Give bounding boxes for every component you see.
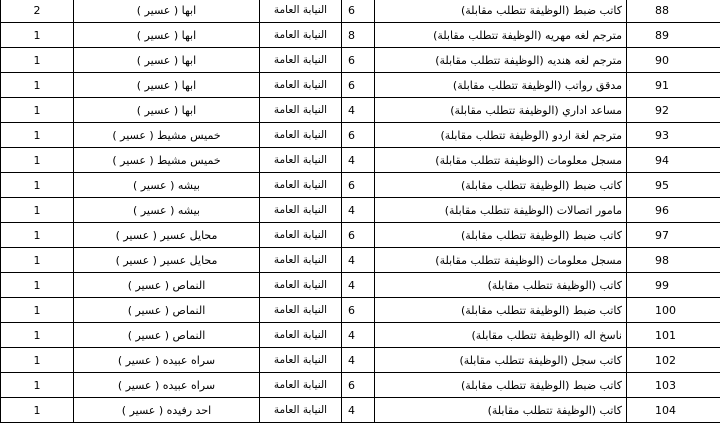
job-title-cell: مترجم لغه مهريه (الوظيفة تتطلب مقابلة) bbox=[375, 23, 627, 48]
grade-cell: 4 bbox=[342, 323, 375, 348]
row-number-cell: 94 bbox=[627, 148, 720, 173]
organization-cell: النيابة العامة bbox=[260, 48, 342, 73]
table-row bbox=[1, 48, 720, 73]
vacancy-count-cell: 1 bbox=[1, 323, 74, 348]
city-cell: محايل عسير ( عسير ) bbox=[74, 248, 260, 273]
grade-cell: 4 bbox=[342, 148, 375, 173]
vacancy-count-cell: 1 bbox=[1, 398, 74, 423]
table-row bbox=[1, 323, 720, 348]
organization-cell: النيابة العامة bbox=[260, 148, 342, 173]
table-row bbox=[1, 248, 720, 273]
table-row bbox=[1, 123, 720, 148]
city-cell: بيشه ( عسير ) bbox=[74, 173, 260, 198]
vacancy-count-cell: 1 bbox=[1, 123, 74, 148]
job-title-cell: كاتب سجل (الوظيفة تتطلب مقابلة) bbox=[375, 348, 627, 373]
vacancy-count-cell: 1 bbox=[1, 48, 74, 73]
city-cell: خميس مشيط ( عسير ) bbox=[74, 148, 260, 173]
job-title-cell: كاتب ضبط (الوظيفة تتطلب مقابلة) bbox=[375, 298, 627, 323]
job-title-cell: مدقق رواتب (الوظيفة تتطلب مقابلة) bbox=[375, 73, 627, 98]
row-number-cell: 98 bbox=[627, 248, 720, 273]
organization-cell: النيابة العامة bbox=[260, 373, 342, 398]
table-row bbox=[1, 223, 720, 248]
job-title-cell: كاتب (الوظيفة تتطلب مقابلة) bbox=[375, 273, 627, 298]
row-number-cell: 93 bbox=[627, 123, 720, 148]
organization-cell: النيابة العامة bbox=[260, 123, 342, 148]
city-cell: النماص ( عسير ) bbox=[74, 323, 260, 348]
grade-cell: 6 bbox=[342, 123, 375, 148]
row-number-cell: 103 bbox=[627, 373, 720, 398]
row-number-cell: 104 bbox=[627, 398, 720, 423]
vacancy-count-cell: 1 bbox=[1, 98, 74, 123]
job-title-cell: كاتب (الوظيفة تتطلب مقابلة) bbox=[375, 398, 627, 423]
row-number-cell: 96 bbox=[627, 198, 720, 223]
city-cell: سراه عبيده ( عسير ) bbox=[74, 348, 260, 373]
vacancy-count-cell: 1 bbox=[1, 148, 74, 173]
vacancy-count-cell: 1 bbox=[1, 373, 74, 398]
grade-cell: 6 bbox=[342, 298, 375, 323]
row-number-cell: 88 bbox=[627, 0, 720, 23]
vacancy-count-cell: 1 bbox=[1, 198, 74, 223]
table-row bbox=[1, 298, 720, 323]
job-title-cell: مسجل معلومات (الوظيفة تتطلب مقابلة) bbox=[375, 248, 627, 273]
city-cell: ابها ( عسير ) bbox=[74, 23, 260, 48]
vacancy-count-cell: 1 bbox=[1, 23, 74, 48]
vacancy-count-cell: 1 bbox=[1, 223, 74, 248]
grade-cell: 6 bbox=[342, 0, 375, 23]
row-number-cell: 100 bbox=[627, 298, 720, 323]
job-title-cell: مترجم لغة اردو (الوظيفة تتطلب مقابلة) bbox=[375, 123, 627, 148]
job-title-cell: كاتب ضبط (الوظيفة تتطلب مقابلة) bbox=[375, 0, 627, 23]
row-number-cell: 97 bbox=[627, 223, 720, 248]
grade-cell: 4 bbox=[342, 198, 375, 223]
city-cell: سراه عبيده ( عسير ) bbox=[74, 373, 260, 398]
grade-cell: 6 bbox=[342, 48, 375, 73]
grade-cell: 4 bbox=[342, 248, 375, 273]
city-cell: النماص ( عسير ) bbox=[74, 298, 260, 323]
row-number-cell: 92 bbox=[627, 98, 720, 123]
city-cell: بيشه ( عسير ) bbox=[74, 198, 260, 223]
table-row bbox=[1, 148, 720, 173]
job-title-cell: ناسخ اله (الوظيفة تتطلب مقابلة) bbox=[375, 323, 627, 348]
organization-cell: النيابة العامة bbox=[260, 0, 342, 23]
vacancy-count-cell: 2 bbox=[1, 0, 74, 23]
grade-cell: 4 bbox=[342, 98, 375, 123]
job-title-cell: كاتب ضبط (الوظيفة تتطلب مقابلة) bbox=[375, 373, 627, 398]
organization-cell: النيابة العامة bbox=[260, 73, 342, 98]
organization-cell: النيابة العامة bbox=[260, 248, 342, 273]
organization-cell: النيابة العامة bbox=[260, 198, 342, 223]
table-row bbox=[1, 73, 720, 98]
city-cell: احد رفيده ( عسير ) bbox=[74, 398, 260, 423]
table-row bbox=[1, 373, 720, 398]
organization-cell: النيابة العامة bbox=[260, 398, 342, 423]
row-number-cell: 102 bbox=[627, 348, 720, 373]
table-row bbox=[1, 23, 720, 48]
row-number-cell: 101 bbox=[627, 323, 720, 348]
vacancy-count-cell: 1 bbox=[1, 73, 74, 98]
row-number-cell: 99 bbox=[627, 273, 720, 298]
table-row bbox=[1, 173, 720, 198]
row-number-cell: 91 bbox=[627, 73, 720, 98]
vacancy-count-cell: 1 bbox=[1, 273, 74, 298]
grade-cell: 8 bbox=[342, 23, 375, 48]
organization-cell: النيابة العامة bbox=[260, 273, 342, 298]
table-row bbox=[1, 0, 720, 23]
city-cell: النماص ( عسير ) bbox=[74, 273, 260, 298]
table-row bbox=[1, 398, 720, 423]
table-row bbox=[1, 98, 720, 123]
grade-cell: 6 bbox=[342, 223, 375, 248]
organization-cell: النيابة العامة bbox=[260, 223, 342, 248]
grade-cell: 4 bbox=[342, 273, 375, 298]
grade-cell: 6 bbox=[342, 173, 375, 198]
table-row bbox=[1, 273, 720, 298]
city-cell: ابها ( عسير ) bbox=[74, 98, 260, 123]
city-cell: ابها ( عسير ) bbox=[74, 73, 260, 98]
vacancy-count-cell: 1 bbox=[1, 173, 74, 198]
organization-cell: النيابة العامة bbox=[260, 348, 342, 373]
row-number-cell: 90 bbox=[627, 48, 720, 73]
vacancy-count-cell: 1 bbox=[1, 298, 74, 323]
jobs-table-body bbox=[1, 0, 720, 423]
vacancy-count-cell: 1 bbox=[1, 348, 74, 373]
row-number-cell: 95 bbox=[627, 173, 720, 198]
grade-cell: 4 bbox=[342, 348, 375, 373]
grade-cell: 6 bbox=[342, 73, 375, 98]
city-cell: ابها ( عسير ) bbox=[74, 0, 260, 23]
city-cell: ابها ( عسير ) bbox=[74, 48, 260, 73]
job-title-cell: كاتب ضبط (الوظيفة تتطلب مقابلة) bbox=[375, 223, 627, 248]
organization-cell: النيابة العامة bbox=[260, 23, 342, 48]
row-number-cell: 89 bbox=[627, 23, 720, 48]
grade-cell: 6 bbox=[342, 373, 375, 398]
organization-cell: النيابة العامة bbox=[260, 173, 342, 198]
job-title-cell: مترجم لغه هنديه (الوظيفة تتطلب مقابلة) bbox=[375, 48, 627, 73]
job-title-cell: مسجل معلومات (الوظيفة تتطلب مقابلة) bbox=[375, 148, 627, 173]
vacancy-count-cell: 1 bbox=[1, 248, 74, 273]
job-title-cell: كاتب ضبط (الوظيفة تتطلب مقابلة) bbox=[375, 173, 627, 198]
city-cell: محايل عسير ( عسير ) bbox=[74, 223, 260, 248]
organization-cell: النيابة العامة bbox=[260, 323, 342, 348]
organization-cell: النيابة العامة bbox=[260, 298, 342, 323]
job-title-cell: مامور اتصالات (الوظيفة تتطلب مقابلة) bbox=[375, 198, 627, 223]
organization-cell: النيابة العامة bbox=[260, 98, 342, 123]
grade-cell: 4 bbox=[342, 398, 375, 423]
city-cell: خميس مشيط ( عسير ) bbox=[74, 123, 260, 148]
table-row bbox=[1, 198, 720, 223]
job-title-cell: مساعد اداري (الوظيفة تتطلب مقابلة) bbox=[375, 98, 627, 123]
table-row bbox=[1, 348, 720, 373]
